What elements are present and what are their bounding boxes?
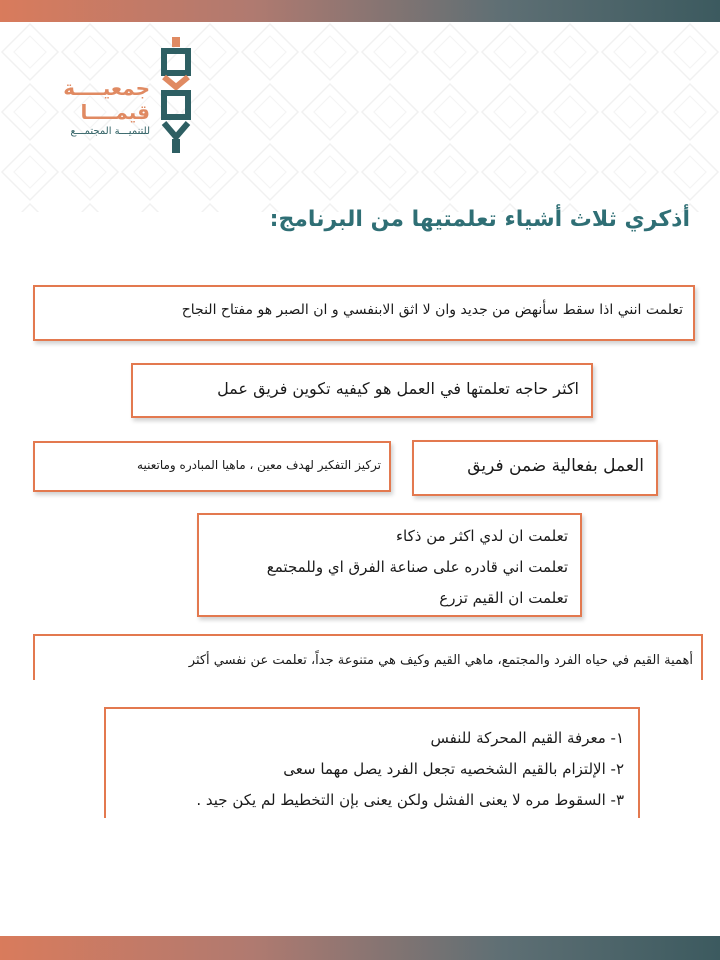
answer-7-line-3: ٣- السقوط مره لا يعنى الفشل ولكن يعنى بإن التخطيط لم يكن جيد .: [196, 791, 624, 809]
answer-box-2: [131, 363, 593, 418]
top-gradient-bar: [0, 0, 720, 22]
page-title: أذكري ثلاث أشياء تعلمتيها من البرنامج:: [269, 207, 690, 232]
answer-text-6: أهمية القيم في حياه الفرد والمجتمع، ماهي القيم وكيف هي متنوعة جداً، تعلمت عن نفسي أكثر: [188, 653, 693, 668]
answer-7-line-2: ٢- الإلتزام بالقيم الشخصيه تجعل الفرد يصل مهما سعى: [283, 760, 624, 778]
answer-text-1: تعلمت انني اذا سقط سأنهض من جديد وان لا اثق الابنفسي و ان الصبر هو مفتاح النجاح: [181, 302, 683, 318]
answer-5-line-3: تعلمت ان القيم تزرع: [439, 589, 568, 607]
answer-box-6-bottom-cut: [33, 680, 703, 694]
answer-box-4: [412, 440, 658, 496]
answer-box-7-bottom-cut: [104, 818, 640, 830]
logo-name-line2: قيمــــا: [80, 100, 150, 124]
bottom-gradient-bar: [0, 936, 720, 960]
answer-text-2: اكثر حاجه تعلمتها في العمل هو كيفيه تكوين فريق عمل: [217, 379, 579, 398]
logo-tagline: للتنميـــة المجتمـــع: [70, 126, 150, 137]
answer-text-3: تركيز التفكير لهدف معين ، ماهيا المبادره وماتعنيه: [137, 458, 381, 472]
answer-box-7: [104, 707, 640, 828]
answer-5-line-1: تعلمت ان لدي اكثر من ذكاء: [396, 527, 568, 545]
answer-box-1: [33, 285, 695, 341]
answer-5-line-2: تعلمت اني قادره على صناعة الفرق اي وللمجتمع: [266, 558, 568, 576]
answer-text-4: العمل بفعالية ضمن فريق: [467, 456, 644, 476]
answer-box-5: [197, 513, 582, 617]
answer-box-3: [33, 441, 391, 492]
logo-name-line1: جمعيــــة: [63, 76, 150, 100]
answer-7-line-1: ١- معرفة القيم المحركة للنفس: [430, 729, 624, 747]
